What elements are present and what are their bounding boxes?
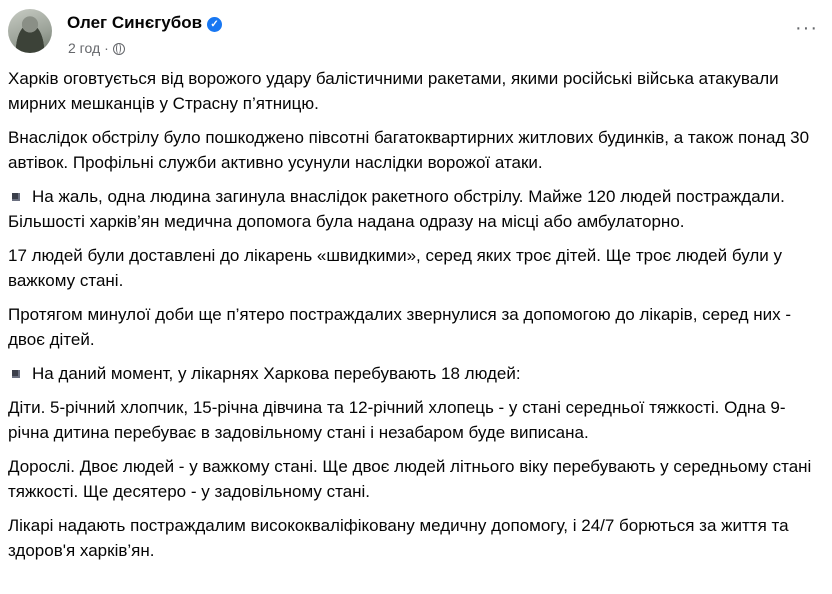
post-timestamp[interactable]: 2 год xyxy=(68,40,101,56)
author-avatar[interactable] xyxy=(8,9,52,53)
post-paragraph-bullet xyxy=(8,184,824,234)
small-square-bullet-icon xyxy=(12,193,20,201)
post-paragraph: Діти. 5-річний хлопчик, 15-річна дівчина та 12-річний хлопець - у стані середньої тяжкості. Одна 9-річна дитина перебуває в задовільному стані і незабаром буде виписана. xyxy=(8,398,786,442)
author-name-link[interactable] xyxy=(67,13,222,33)
post-paragraph: Лікарі надають постраждалим висококваліфіковану медичну допомогу, і 24/7 борються за життя та здоров'я харків’ян. xyxy=(8,516,789,560)
post-paragraph-bullet xyxy=(8,361,824,386)
author-name[interactable]: Олег Синєгубов xyxy=(67,13,203,32)
post-paragraph: 17 людей були доставлені до лікарень «швидкими», серед яких троє дітей. Ще троє людей були у важкому стані. xyxy=(8,246,782,290)
post-meta xyxy=(68,40,125,56)
meta-separator: · xyxy=(104,40,109,56)
post-paragraph-text: На жаль, одна людина загинула внаслідок ракетного обстрілу. Майже 120 людей постраждали. Більшості харків’ян медична допомога була надана одразу на місці або амбулаторно. xyxy=(8,187,785,231)
globe-icon[interactable] xyxy=(113,43,125,55)
post-body xyxy=(8,66,824,572)
post-paragraph-text: На даний момент, у лікарнях Харкова перебувають 18 людей: xyxy=(32,364,521,383)
more-options-button[interactable]: ··· xyxy=(795,17,818,39)
post-header xyxy=(8,9,824,59)
verified-badge-icon: ✓ xyxy=(207,17,222,32)
post-paragraph: Дорослі. Двоє людей - у важкому стані. Ще двоє людей літнього віку перебувають у середньому стані тяжкості. Ще десятеро - у задовільному стані. xyxy=(8,457,812,501)
post-paragraph: Протягом минулої доби ще п’ятеро постраждалих звернулися за допомогою до лікарів, серед них - двоє дітей. xyxy=(8,305,792,349)
small-square-bullet-icon xyxy=(12,370,20,378)
post-paragraph: Харків оговтується від ворожого удару балістичними ракетами, якими російські війська атакували мирних мешканців у Страсну п’ятницю. xyxy=(8,69,779,113)
post-paragraph: Внаслідок обстрілу було пошкоджено півсотні багатоквартирних житлових будинків, а також понад 30 автівок. Профільні служби активно усунули наслідки ворожої атаки. xyxy=(8,128,810,172)
